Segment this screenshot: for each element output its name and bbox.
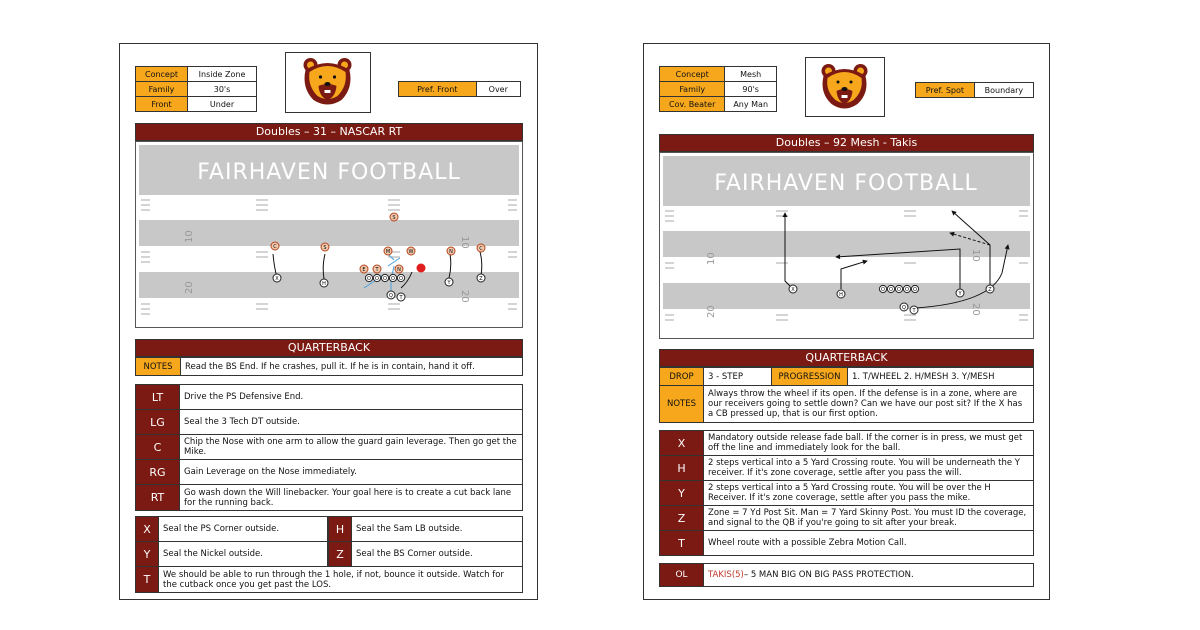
drop-value: 3 - STEP <box>703 368 771 385</box>
progression-label: PROGRESSION <box>771 368 847 385</box>
svg-text:O: O <box>897 287 901 293</box>
player-q <box>387 291 395 299</box>
yard-number: 20 <box>706 305 717 318</box>
ol-protection <box>703 564 1033 586</box>
pos-label: Z <box>660 506 703 530</box>
bear-logo-icon <box>286 53 369 111</box>
svg-text:X: X <box>791 287 795 293</box>
player-y <box>445 278 453 286</box>
defender-c-right <box>477 244 485 252</box>
player-x <box>789 285 797 293</box>
right-routes-section <box>659 430 1034 556</box>
assignment-text: Zone = 7 Yd Post Sit. Man = 7 Yard Skinny Post. You must ID the coverage, and signal to the QB if you're going to sit after your break. <box>703 506 1033 530</box>
assignment-text: Wheel route with a possible Zebra Motion Call. <box>703 531 1033 555</box>
svg-text:H: H <box>322 281 326 287</box>
left-notes-row <box>135 357 523 376</box>
yard-number: 20 <box>970 303 981 316</box>
svg-text:O: O <box>889 287 893 293</box>
left-qb-header: QUARTERBACK <box>135 339 523 357</box>
player-t <box>397 293 405 301</box>
svg-text:O: O <box>375 276 379 282</box>
field-banner-text: FAIRHAVEN FOOTBALL <box>197 160 461 185</box>
svg-text:T: T <box>375 267 379 273</box>
right-field-diagram <box>659 152 1034 339</box>
route-row-h <box>659 455 1034 481</box>
meta-key: Concept <box>660 67 725 82</box>
svg-text:S: S <box>392 215 396 221</box>
notes-label: NOTES <box>660 386 703 422</box>
skill-row-y <box>135 541 328 567</box>
pref-value: Boundary <box>974 83 1033 98</box>
player-t <box>910 306 918 314</box>
pos-label: Y <box>660 481 703 505</box>
field-banner-text: FAIRHAVEN FOOTBALL <box>714 171 978 196</box>
yard-number: 20 <box>459 290 470 303</box>
meta-value: Under <box>188 97 257 112</box>
meta-value: 30's <box>188 82 257 97</box>
right-notes-row <box>659 385 1034 423</box>
svg-text:O: O <box>399 276 403 282</box>
route-row-x <box>659 430 1034 456</box>
assignment-text: Seal the BS Corner outside. <box>351 542 522 566</box>
defender-c-left <box>271 242 279 250</box>
pos-label: X <box>660 431 703 455</box>
player-q <box>900 303 908 311</box>
meta-value: 90's <box>725 82 777 97</box>
right-ol-row <box>659 563 1034 587</box>
pref-key: Pref. Spot <box>916 83 975 98</box>
svg-text:T: T <box>912 308 916 314</box>
player-ol <box>887 285 894 293</box>
pref-value: Over <box>476 82 520 97</box>
left-line-section <box>135 384 523 511</box>
yard-number: 10 <box>706 252 717 265</box>
assignment-text: Chip the Nose with one arm to allow the guard gain leverage. Then go get the Mike. <box>179 435 522 459</box>
pos-label: RG <box>136 460 179 484</box>
right-field-svg <box>660 153 1033 338</box>
player-z <box>986 285 994 293</box>
bear-logo-icon <box>806 58 883 115</box>
pos-label: RT <box>136 485 179 510</box>
left-pref-table <box>398 81 521 97</box>
player-h <box>837 290 845 298</box>
defender-t <box>373 265 381 273</box>
player-h <box>320 279 328 287</box>
left-field-svg <box>136 142 522 327</box>
meta-key: Cov. Beater <box>660 97 725 112</box>
skill-row-x <box>135 516 328 542</box>
pos-label: LG <box>136 410 179 434</box>
defender-s-left <box>321 243 329 251</box>
line-row-lg <box>135 409 523 435</box>
meta-key: Front <box>136 97 188 112</box>
player-ol <box>911 285 918 293</box>
player-ol <box>381 274 388 282</box>
pos-label: LT <box>136 385 179 409</box>
svg-text:Q: Q <box>902 305 906 311</box>
right-meta-table <box>659 66 777 112</box>
assignment-text: Mandatory outside release fade ball. If the corner is in press, we must get off the line and immediately look for the ball. <box>703 431 1033 455</box>
assignment-text: Seal the Sam LB outside. <box>351 517 522 541</box>
defender-will <box>407 247 415 255</box>
svg-text:C: C <box>273 244 277 250</box>
svg-text:M: M <box>385 249 391 255</box>
assignment-text: We should be able to run through the 1 hole, if not, bounce it outside. Watch for the cutback once you get past the LOS. <box>158 567 522 592</box>
right-pref-table <box>915 82 1034 98</box>
svg-text:O: O <box>913 287 917 293</box>
route-row-y <box>659 480 1034 506</box>
svg-text:O: O <box>383 276 387 282</box>
pos-label: Y <box>136 542 158 566</box>
svg-text:O: O <box>905 287 909 293</box>
line-row-lt <box>135 384 523 410</box>
pos-label: X <box>136 517 158 541</box>
player-ol <box>397 274 404 282</box>
meta-key: Concept <box>136 67 188 82</box>
assignment-text: Seal the Nickel outside. <box>158 542 327 566</box>
player-ol <box>389 274 396 282</box>
yard-number: 10 <box>184 230 195 243</box>
ol-call: TAKIS(5) <box>708 570 744 580</box>
skill-row-h <box>328 516 523 542</box>
defender-n-right <box>447 247 455 255</box>
left-field-diagram <box>135 141 523 328</box>
svg-text:T: T <box>399 295 403 301</box>
defender-mike <box>384 247 392 255</box>
svg-text:O: O <box>391 276 395 282</box>
yard-number: 10 <box>459 236 470 249</box>
left-skill-section <box>135 516 523 593</box>
assignment-text: 2 steps vertical into a 5 Yard Crossing route. You will be underneath the Y receiver. If it's zone coverage, settle after you pass the will. <box>703 456 1033 480</box>
meta-value: Any Man <box>725 97 777 112</box>
assignment-text: Go wash down the Will linebacker. Your goal here is to create a cut back lane for the running back. <box>179 485 522 510</box>
assignment-text: 2 steps vertical into a 5 Yard Crossing route. You will be over the H Receiver. If it's zone coverage, settle after you pass the mike. <box>703 481 1033 505</box>
right-drop-row <box>659 367 1034 386</box>
svg-text:Q: Q <box>389 293 393 299</box>
right-team-logo <box>805 57 885 117</box>
player-ol <box>365 274 372 282</box>
svg-text:O: O <box>881 287 885 293</box>
svg-text:H: H <box>839 292 843 298</box>
line-row-rg <box>135 459 523 485</box>
svg-text:E: E <box>362 267 366 273</box>
notes-label: NOTES <box>136 358 180 375</box>
notes-text: Read the BS End. If he crashes, pull it. If he is in contain, hand it off. <box>180 358 522 375</box>
player-ol <box>895 285 902 293</box>
yard-number: 10 <box>970 249 981 262</box>
drop-label: DROP <box>660 368 703 385</box>
meta-key: Family <box>136 82 188 97</box>
progression-value: 1. T/WHEEL 2. H/MESH 3. Y/MESH <box>847 368 1033 385</box>
svg-text:X: X <box>275 276 279 282</box>
pos-label: H <box>660 456 703 480</box>
defender-e <box>360 265 368 273</box>
assignment-text: Seal the 3 Tech DT outside. <box>179 410 522 434</box>
meta-key: Family <box>660 82 725 97</box>
ball-marker <box>417 264 426 273</box>
pos-label: T <box>660 531 703 555</box>
svg-text:Z: Z <box>479 276 483 282</box>
route-row-z <box>659 505 1034 531</box>
pref-key: Pref. Front <box>399 82 477 97</box>
pos-label: T <box>136 567 158 592</box>
player-z <box>477 274 485 282</box>
svg-text:Y: Y <box>447 280 451 286</box>
skill-row-t <box>135 566 523 593</box>
route-row-t <box>659 530 1034 556</box>
line-row-rt <box>135 484 523 511</box>
player-x <box>273 274 281 282</box>
assignment-text: Gain Leverage on the Nose immediately. <box>179 460 522 484</box>
svg-text:W: W <box>408 249 414 255</box>
player-ol <box>879 285 886 293</box>
player-ol <box>903 285 910 293</box>
left-meta-table <box>135 66 257 112</box>
svg-text:S: S <box>323 245 327 251</box>
svg-text:Y: Y <box>958 291 962 297</box>
player-y <box>956 289 964 297</box>
left-team-logo <box>285 52 371 113</box>
ol-text: – 5 MAN BIG ON BIG PASS PROTECTION. <box>743 570 914 580</box>
assignment-text: Seal the PS Corner outside. <box>158 517 327 541</box>
right-play-title: Doubles – 92 Mesh - Takis <box>659 134 1034 152</box>
line-row-c <box>135 434 523 460</box>
svg-text:N: N <box>397 267 401 273</box>
notes-text: Always throw the wheel if its open. If the defense is in a zone, where are our receivers going to settle down? Can we have our post sit? If the X has a CB pressed up, that is our first option. <box>703 386 1033 422</box>
skill-row-z <box>328 541 523 567</box>
svg-text:O: O <box>367 276 371 282</box>
svg-text:C: C <box>479 246 483 252</box>
pos-label: Z <box>329 542 351 566</box>
pos-label: C <box>136 435 179 459</box>
svg-text:Z: Z <box>988 287 992 293</box>
left-play-title: Doubles – 31 – NASCAR RT <box>135 123 523 141</box>
svg-text:N: N <box>449 249 453 255</box>
right-qb-header: QUARTERBACK <box>659 349 1034 367</box>
assignment-text: Drive the PS Defensive End. <box>179 385 522 409</box>
yard-number: 20 <box>184 281 195 294</box>
ol-label: OL <box>660 564 703 586</box>
meta-value: Inside Zone <box>188 67 257 82</box>
defender-n-mid <box>395 265 403 273</box>
pos-label: H <box>329 517 351 541</box>
defender-s-deep <box>390 213 398 221</box>
meta-value: Mesh <box>725 67 777 82</box>
player-ol <box>373 274 380 282</box>
